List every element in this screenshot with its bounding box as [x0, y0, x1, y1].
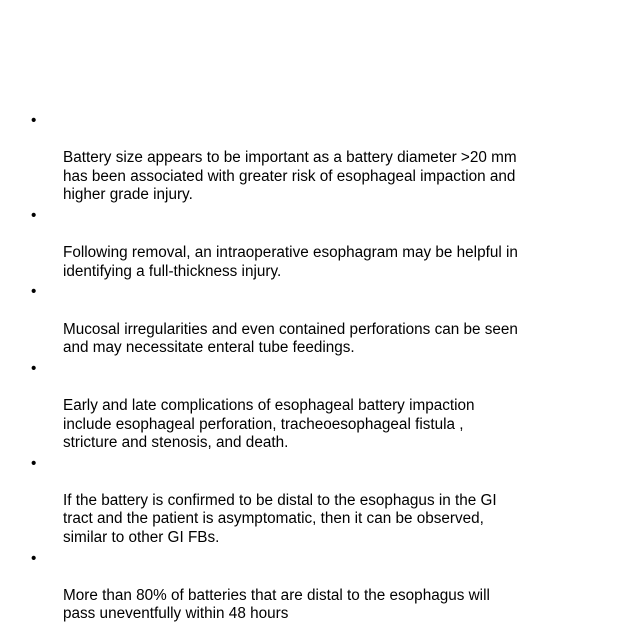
bullet-icon: • — [31, 283, 37, 301]
bullet-item — [31, 207, 621, 281]
bullet-text: If the battery is confirmed to be distal to the esophagus in the GI tract and the patient is asymptomatic, then it can be observed, similar to other GI FBs. — [63, 491, 497, 547]
bullet-item — [31, 283, 621, 357]
bullet-item — [31, 550, 621, 624]
bullet-text: Early and late complications of esophageal battery impaction include esophageal perforation, tracheoesophageal fistula , stricture and stenosis, and death. — [63, 396, 475, 452]
bullet-text: Following removal, an intraoperative esophagram may be helpful in identifying a full-thickness injury. — [63, 244, 518, 280]
bullet-text: More than 80% of batteries that are distal to the esophagus will pass uneventfully within 48 hours — [63, 586, 490, 623]
bullet-text: Battery size appears to be important as a battery diameter >20 mm has been associated with greater risk of esophageal impaction and higher grade injury. — [63, 149, 517, 204]
bullet-icon: • — [31, 206, 37, 224]
bullet-item — [31, 112, 621, 205]
bullet-item — [31, 360, 621, 453]
bullet-list — [31, 112, 621, 626]
bullet-icon: • — [31, 359, 37, 377]
bullet-icon: • — [31, 112, 37, 129]
bullet-icon: • — [31, 549, 37, 567]
bullet-icon: • — [31, 454, 37, 472]
bullet-text: Mucosal irregularities and even contained perforations can be seen and may necessitate enteral tube feedings. — [63, 320, 518, 357]
bullet-item — [31, 455, 621, 548]
